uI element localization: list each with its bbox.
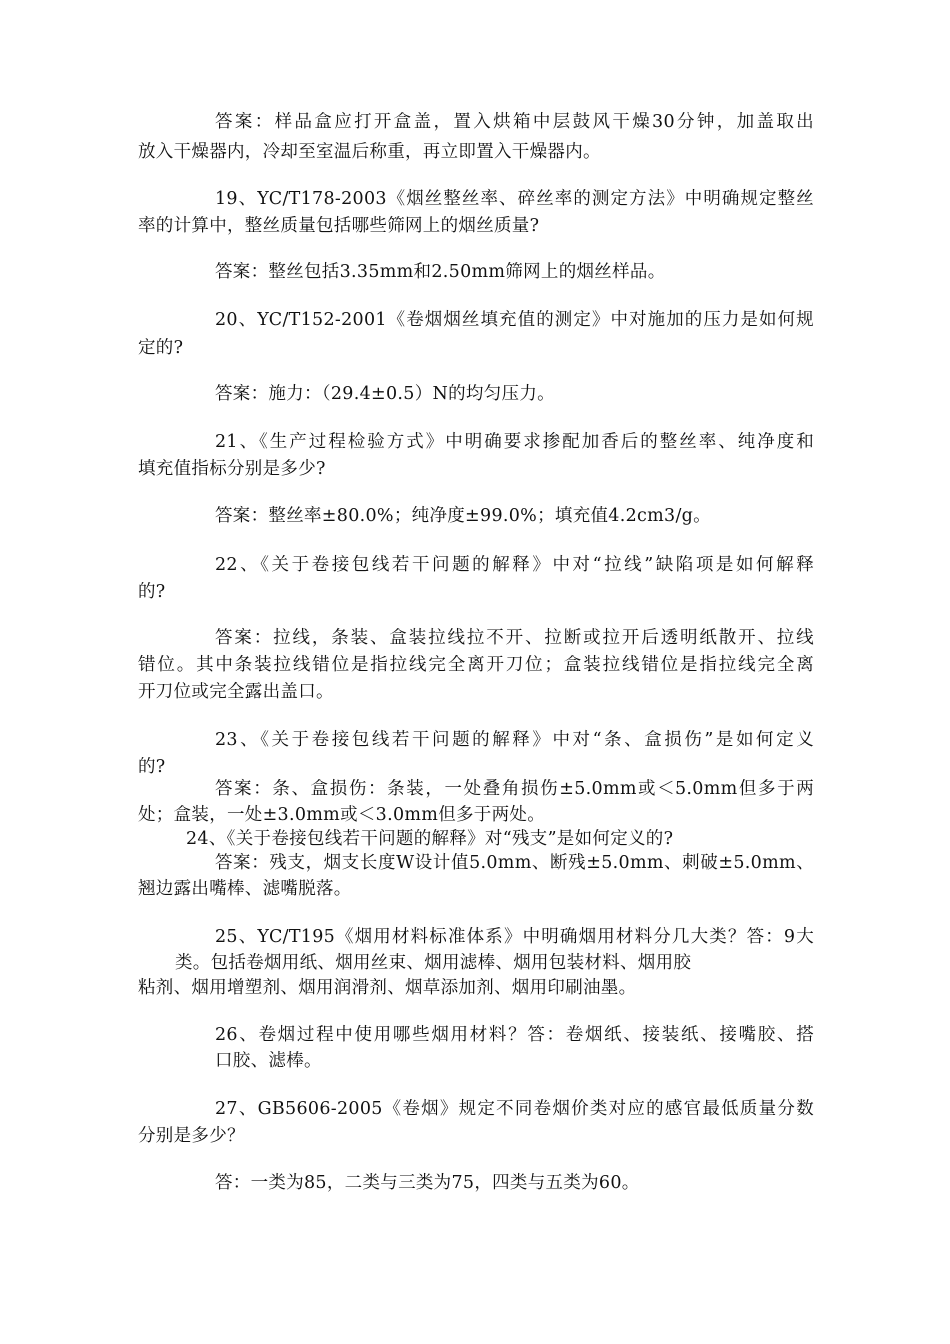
text-line: 答案：整丝包括3.35mm和2.50mm筛网上的烟丝样品。	[215, 262, 666, 282]
text-line: 率的计算中，整丝质量包括哪些筛网上的烟丝质量?	[138, 216, 540, 236]
text-line: 答案：整丝率±80.0%；纯净度±99.0%；填充值4.2cm3/g。	[215, 506, 711, 526]
text-line: 答案：拉线，条装、盒装拉线拉不开、拉断或拉开后透明纸散开、拉线	[215, 628, 814, 648]
text-line: 27、GB5606-2005《卷烟》规定不同卷烟价类对应的感官最低质量分数	[215, 1099, 814, 1119]
text-line: 开刀位或完全露出盖口。	[138, 682, 334, 702]
text-line: 21、《生产过程检验方式》中明确要求掺配加香后的整丝率、纯净度和	[215, 432, 814, 452]
text-line: 的?	[138, 582, 166, 602]
text-line: 翘边露出嘴棒、滤嘴脱落。	[138, 879, 352, 899]
text-line: 答案：残支，烟支长度W设计值5.0mm、断残±5.0mm、刺破±5.0mm、	[215, 853, 814, 873]
text-line: 22、《关于卷接包线若干问题的解释》中对“拉线”缺陷项是如何解释	[215, 555, 814, 575]
text-line: 答案：施力：（29.4±0.5）N的均匀压力。	[215, 384, 555, 404]
text-line: 粘剂、烟用增塑剂、烟用润滑剂、烟草添加剂、烟用印刷油墨。	[138, 978, 637, 998]
text-line: 填充值指标分别是多少?	[138, 459, 326, 479]
text-line: 23、《关于卷接包线若干问题的解释》中对“条、盒损伤”是如何定义	[215, 730, 814, 750]
text-line: 分别是多少？	[138, 1126, 245, 1146]
text-line: 定的?	[138, 338, 184, 358]
text-line: 答：一类为85，二类与三类为75，四类与五类为60。	[215, 1173, 640, 1193]
text-line: 20、YC/T152-2001《卷烟烟丝填充值的测定》中对施加的压力是如何规	[215, 310, 814, 330]
text-line: 答案：样品盒应打开盒盖，置入烘箱中层鼓风干燥30分钟，加盖取出	[215, 112, 814, 132]
text-line: 25、YC/T195《烟用材料标准体系》中明确烟用材料分几大类？答：9大	[215, 927, 814, 947]
text-line: 答案：条、盒损伤：条装，一处叠角损伤±5.0mm或＜5.0mm但多于两	[215, 779, 814, 799]
text-line: 处；盒装，一处±3.0mm或＜3.0mm但多于两处。	[138, 805, 546, 825]
text-line: 24、《关于卷接包线若干问题的解释》对“残支”是如何定义的?	[186, 829, 674, 849]
text-line: 26、卷烟过程中使用哪些烟用材料？答：卷烟纸、接装纸、接嘴胶、搭	[215, 1025, 814, 1045]
text-line: 类。包括卷烟用纸、烟用丝束、烟用滤棒、烟用包装材料、烟用胶	[175, 953, 692, 973]
text-line: 的?	[138, 757, 166, 777]
text-line: 错位。其中条装拉线错位是指拉线完全离开刀位；盒装拉线错位是指拉线完全离	[138, 655, 814, 675]
text-line: 19、YC/T178-2003《烟丝整丝率、碎丝率的测定方法》中明确规定整丝	[215, 189, 814, 209]
text-line: 放入干燥器内，冷却至室温后称重，再立即置入干燥器内。	[138, 142, 601, 162]
text-line: 口胶、滤棒。	[215, 1051, 322, 1071]
